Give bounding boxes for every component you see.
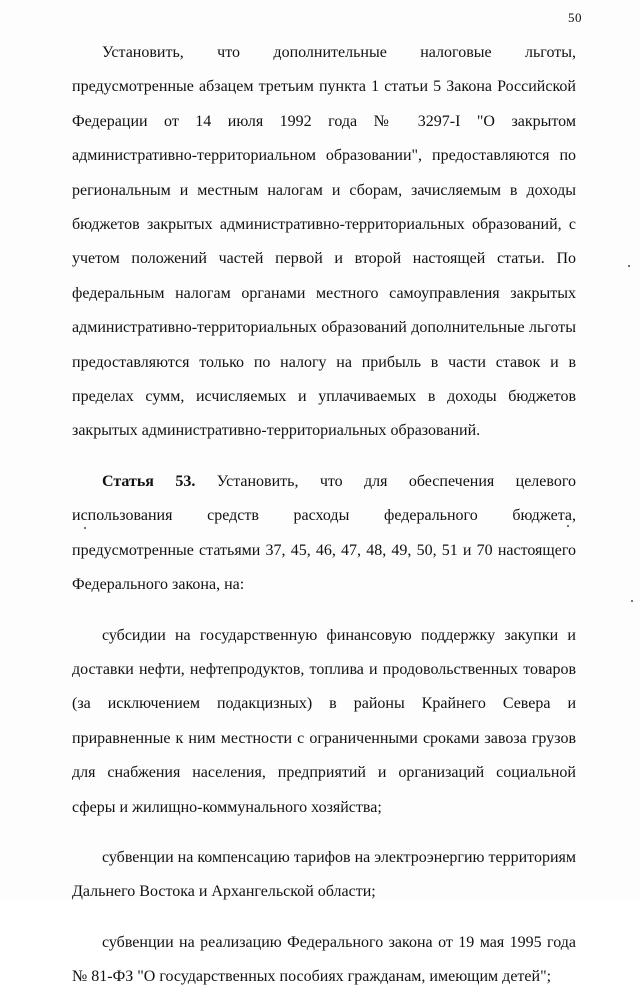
paragraph-subventions-child-benefits: субвенции на реализацию Федерального закона от 19 мая 1995 года № 81-ФЗ "О государственных пособиях гражданам, имеющим детей"; — [72, 933, 576, 986]
paragraph-subventions-electricity: субвенции на компенсацию тарифов на электроэнергию территориям Дальнего Востока и Архангельской области; — [72, 848, 576, 901]
document-body — [72, 36, 576, 995]
paragraph-article-53 — [72, 465, 576, 603]
scan-speck — [628, 265, 630, 267]
scan-speck — [84, 527, 86, 529]
article-53-text: Установить, что для обеспечения целевого использования средств расходы федерального бюджета, предусмотренные статьями 37, 45, 46, 47, 48, 49, 50, 51 и 70 настоящего Федерального закона, на: — [72, 472, 576, 594]
paragraph-tax-benefits: Установить, что дополнительные налоговые льготы, предусмотренные абзацем третьим пункта 1 статьи 5 Закона Российской Федерации от 14 июля 1992 года № 3297-I "О закрытом административно-территориальном образовании", предоставляются по региональным и местным налогам и сборам, зачисляемым в доходы бюджетов закрытых административно-территориальных образований, с учетом положений частей первой и второй настоящей статьи. По федеральным налогам органами местного самоуправления закрытых административно-территориальных образований дополнительные льготы предоставляются только по налогу на прибыль в части ставок и в пределах сумм, исчисляемых и уплачиваемых в доходы бюджетов закрытых административно-территориальных образований. — [72, 44, 576, 440]
scan-speck — [631, 600, 633, 602]
article-number-label: Статья 53. — [102, 472, 196, 490]
page-number: 50 — [568, 10, 582, 25]
scan-speck — [567, 525, 569, 527]
paragraph-subsidies-fuel: субсидии на государственную финансовую поддержку закупки и доставки нефти, нефтепродуктов, топлива и продовольственных товаров (за исключением подакцизных) в районы Крайнего Севера и приравненные к ним местности с ограниченными сроками завоза грузов для снабжения населения, предприятий и организаций социальной сферы и жилищно-коммунального хозяйства; — [72, 626, 576, 816]
